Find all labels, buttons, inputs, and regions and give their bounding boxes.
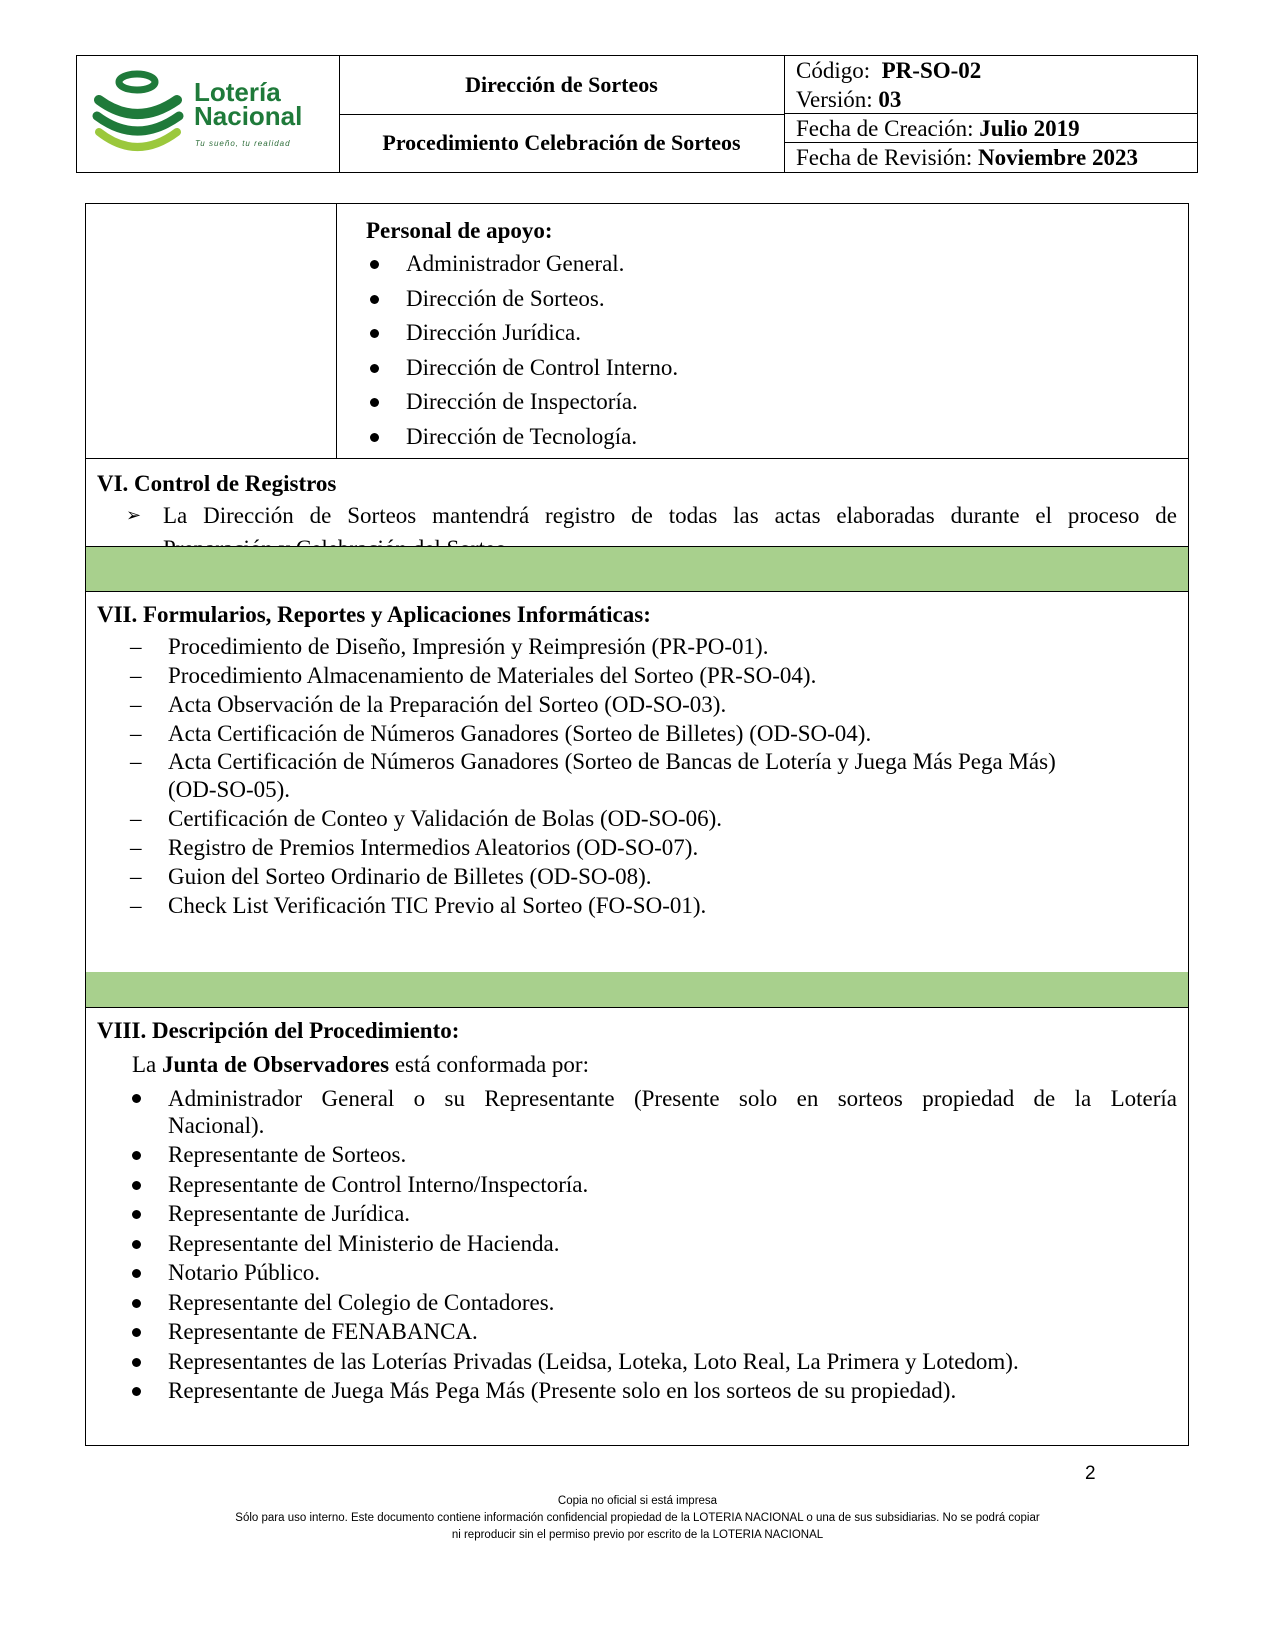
bullet-icon bbox=[370, 295, 379, 304]
revised-cell bbox=[784, 143, 1197, 172]
list-item: – Procedimiento de Diseño, Impresión y Reimpresión (PR-PO-01). bbox=[130, 634, 769, 659]
observers-list bbox=[97, 1083, 1177, 1406]
section-viii-title: VIII. Descripción del Procedimiento: bbox=[97, 1018, 460, 1043]
bullet-icon bbox=[132, 1210, 141, 1219]
bullet-icon bbox=[132, 1299, 141, 1308]
list-item: – Check List Verificación TIC Previo al Sorteo (FO-SO-01). bbox=[130, 893, 707, 918]
bullet-icon bbox=[132, 1328, 141, 1337]
list-item: Representante de Control Interno/Inspectoría. bbox=[97, 1170, 1177, 1200]
logo-tagline: Tu sueño, tu realidad bbox=[195, 139, 291, 148]
bullet-icon bbox=[370, 433, 379, 442]
bullet-icon bbox=[132, 1094, 141, 1103]
list-item: – Guion del Sorteo Ordinario de Billetes (OD-SO-08). bbox=[130, 864, 652, 889]
list-item: – Acta Certificación de Números Ganadores (Sorteo de Billetes) (OD-SO-04). bbox=[130, 721, 872, 746]
header-middle bbox=[339, 56, 785, 172]
list-item: – Acta Certificación de Números Ganadores (Sorteo de Bancas de Lotería y Juega Más Pega Más) (OD-SO-05). bbox=[130, 749, 1056, 802]
version-value: 03 bbox=[878, 87, 902, 112]
header-meta bbox=[784, 56, 1197, 172]
bullet-icon bbox=[132, 1358, 141, 1367]
bullet-icon bbox=[132, 1240, 141, 1249]
support-personnel-row bbox=[86, 204, 1188, 459]
list-item: Administrador General. bbox=[376, 247, 678, 282]
code-version-cell bbox=[784, 56, 1197, 114]
list-item: Representante del Colegio de Contadores. bbox=[97, 1288, 1177, 1318]
list-item: – Registro de Premios Intermedios Aleatorios (OD-SO-07). bbox=[130, 835, 699, 860]
dash-icon: – bbox=[130, 864, 142, 889]
page-number: 2 bbox=[1085, 1463, 1096, 1484]
list-item: Representante de FENABANCA. bbox=[97, 1317, 1177, 1347]
list-item: Dirección de Tecnología. bbox=[376, 420, 678, 455]
logo-wordmark bbox=[194, 77, 303, 131]
content-table bbox=[85, 203, 1189, 1446]
revised-label: Fecha de Revisión: bbox=[796, 145, 973, 170]
bullet-icon bbox=[132, 1181, 141, 1190]
empty-left-cell bbox=[86, 204, 337, 458]
section-vii-title: VII. Formularios, Reportes y Aplicaciones Informáticas: bbox=[97, 602, 651, 627]
section-vi-title: VI. Control de Registros bbox=[97, 471, 337, 496]
support-personnel-cell bbox=[366, 216, 679, 454]
list-item: Representante del Ministerio de Hacienda. bbox=[97, 1229, 1177, 1259]
version-label: Versión: bbox=[796, 87, 873, 112]
list-item: Dirección de Control Interno. bbox=[376, 351, 678, 386]
list-item: Representante de Sorteos. bbox=[97, 1140, 1177, 1170]
dash-icon: – bbox=[130, 749, 142, 774]
created-label: Fecha de Creación: bbox=[796, 116, 974, 141]
loteria-nacional-logo bbox=[85, 66, 195, 166]
list-item: Dirección de Sorteos. bbox=[376, 282, 678, 317]
support-title: Personal de apoyo: bbox=[366, 218, 553, 243]
footer-line2: Sólo para uso interno. Este documento contiene información confidencial propiedad de la LOTERIA NACIONAL o una de sus subsidiarias. No se podrá copiar bbox=[235, 1512, 1040, 1524]
logo-line1: Lotería bbox=[194, 77, 281, 107]
bullet-icon bbox=[370, 398, 379, 407]
bullet-icon bbox=[132, 1151, 141, 1160]
list-item: Administrador General o su Representante (Presente solo en sorteos propiedad de la Lotería Nacional). bbox=[97, 1083, 1177, 1140]
dash-icon: – bbox=[130, 835, 142, 860]
footer-line1: Copia no oficial si está impresa bbox=[557, 1495, 718, 1507]
bullet-icon bbox=[370, 329, 379, 338]
section-vii bbox=[97, 600, 1177, 920]
list-item: Dirección de Inspectoría. bbox=[376, 385, 678, 420]
bullet-icon bbox=[370, 364, 379, 373]
created-value: Julio 2019 bbox=[979, 116, 1080, 141]
support-list bbox=[376, 247, 678, 454]
logo-cell bbox=[77, 56, 340, 172]
document-header bbox=[76, 55, 1198, 173]
list-item: Representantes de las Loterías Privadas (Leidsa, Loteka, Loto Real, La Primera y Lotedom). bbox=[97, 1347, 1177, 1377]
footer-line3: ni reproducir sin el permiso previo por escrito de la LOTERIA NACIONAL bbox=[451, 1529, 824, 1541]
section-viii bbox=[97, 1016, 1177, 1406]
dash-icon: – bbox=[130, 806, 142, 831]
code-value: PR-SO-02 bbox=[881, 58, 982, 83]
list-item: – Certificación de Conteo y Validación de Bolas (OD-SO-06). bbox=[130, 806, 722, 831]
department-title: Dirección de Sorteos bbox=[339, 56, 784, 115]
green-separator bbox=[86, 546, 1188, 592]
code-label: Código: bbox=[796, 58, 871, 83]
dash-icon: – bbox=[130, 663, 142, 688]
dash-icon: – bbox=[130, 692, 142, 717]
dash-icon: – bbox=[130, 721, 142, 746]
green-separator bbox=[86, 972, 1188, 1008]
list-item: Dirección Jurídica. bbox=[376, 316, 678, 351]
bullet-icon bbox=[132, 1269, 141, 1278]
logo-line2: Nacional bbox=[194, 101, 303, 131]
bullet-icon bbox=[370, 260, 379, 269]
dash-icon: – bbox=[130, 634, 142, 659]
list-item: Representante de Jurídica. bbox=[97, 1199, 1177, 1229]
section-vi-line1: La Dirección de Sorteos mantendrá registro de todas las actas elaboradas durante el proceso de bbox=[163, 503, 1177, 528]
created-cell bbox=[784, 114, 1197, 143]
list-item: Representante de Juega Más Pega Más (Presente solo en los sorteos de su propiedad). bbox=[97, 1376, 1177, 1406]
arrow-bullet-icon: ➢ bbox=[126, 505, 142, 526]
list-item: – Acta Observación de la Preparación del Sorteo (OD-SO-03). bbox=[130, 692, 727, 717]
dash-icon: – bbox=[130, 893, 142, 918]
forms-list bbox=[97, 632, 1177, 920]
list-item: – Procedimiento Almacenamiento de Materiales del Sorteo (PR-SO-04). bbox=[130, 663, 817, 688]
procedure-title: Procedimiento Celebración de Sorteos bbox=[382, 130, 741, 155]
list-item: Notario Público. bbox=[97, 1258, 1177, 1288]
bullet-icon bbox=[132, 1387, 141, 1396]
footer-note bbox=[0, 1493, 1275, 1544]
section-viii-intro: La Junta de Observadores está conformada por: bbox=[132, 1052, 589, 1077]
revised-value: Noviembre 2023 bbox=[978, 145, 1138, 170]
